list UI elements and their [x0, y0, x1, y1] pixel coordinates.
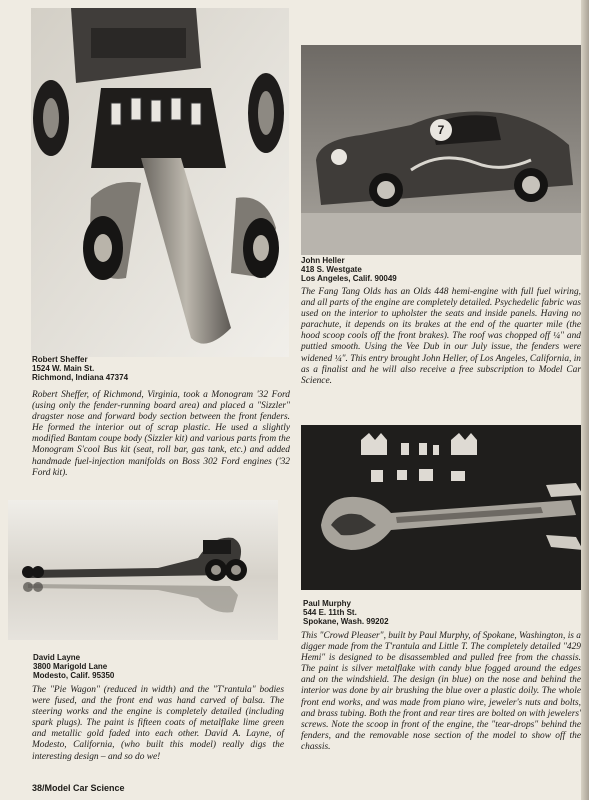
- murphy-name: Paul Murphy: [303, 599, 352, 608]
- heller-description: The Fang Tang Olds has an Olds 448 hemi-engine with full fuel wiring, and all parts of the engine are completely detailed. Psychedelic fabric was used on the interior to upholster the seats and inside panels. Having no parachute, it depends on its brakes at the end of the quarter mile (the hood scoop cools off the front brakes). The roof was chopped off ¼" and puttied smooth. Using the Vee Dub in our July issue, the fenders were widened ¼". This entry brought John Heller, of Los Angeles, California, in as a finalist and he will also receive a free subscription to Model Car Science.: [301, 287, 581, 386]
- murphy-description: This "Crowd Pleaser", built by Paul Murphy, of Spokane, Washington, is a digger made from the T'rantula and Little T. The completely detailed "429 Hemi" is designed to be disassembled and pulled free from the chassis. The paint is silver metalflake with candy blue fogged around the edges and on the windshield. The design (in blue) on the nose and behind the interior was done by air brushing the blue over a plastic doily. The whole front end works, and was made from piano wire, jeweler's nuts and bolts, and brass tubing. Both the front and rear tires are bolted on with jewelers' screws. Note the scoop in front of the engine, the "tear-drops" behind the fenders, and the removable nose section of the model to show off the chassis.: [301, 631, 581, 752]
- sheffer-name: Robert Sheffer: [32, 355, 88, 364]
- murphy-photo: [301, 425, 585, 590]
- layne-caption: [33, 653, 114, 680]
- heller-car-number: 7: [437, 123, 445, 137]
- layne-street: 3800 Marigold Lane: [33, 662, 108, 671]
- heller-city: Los Angeles, Calif. 90049: [301, 274, 397, 283]
- murphy-caption: [303, 599, 389, 626]
- layne-city: Modesto, Calif. 95350: [33, 671, 115, 680]
- murphy-city: Spokane, Wash. 99202: [303, 617, 389, 626]
- sheffer-street: 1524 W. Main St.: [32, 364, 95, 373]
- sheffer-photo: [31, 8, 289, 357]
- page-edge-shadow: [581, 0, 589, 800]
- layne-photo: [8, 500, 278, 640]
- page-footer: 38/Model Car Science: [32, 783, 125, 793]
- layne-name: David Layne: [33, 653, 81, 662]
- heller-photo: [301, 45, 585, 255]
- heller-street: 418 S. Westgate: [301, 265, 362, 274]
- sheffer-caption: [32, 355, 128, 382]
- heller-name: John Heller: [301, 256, 345, 265]
- sheffer-description: Robert Sheffer, of Richmond, Virginia, took a Monogram '32 Ford (using only the fender-running board area) and placed a "Sizzler" dragster nose and forward body section between the front fenders. He formed the interior out of scrap plastic. He used a slightly modified Bantam coupe body (Sizzler kit) and various parts from the Monogram S'cool Bus kit (seat, roll bar, gas tank, etc.) and added handmade fuel-injection manifolds on Boss 302 Ford engines ('32 Ford kit).: [32, 390, 290, 478]
- sheffer-city: Richmond, Indiana 47374: [32, 373, 129, 382]
- layne-description: The "Pie Wagon" (reduced in width) and the "T'rantula" bodies were fused, and the front end was hand carved of balsa. The steering works and the engine is completely detailed (including spark plugs). The paint is fifteen coats of metalflake lime green and metallic gold faded into each other. David A. Layne, of Modesto, California, (who built this model) really digs the interesting design – and so do we!: [32, 685, 284, 762]
- heller-caption: [301, 256, 397, 283]
- murphy-street: 544 E. 11th St.: [303, 608, 357, 617]
